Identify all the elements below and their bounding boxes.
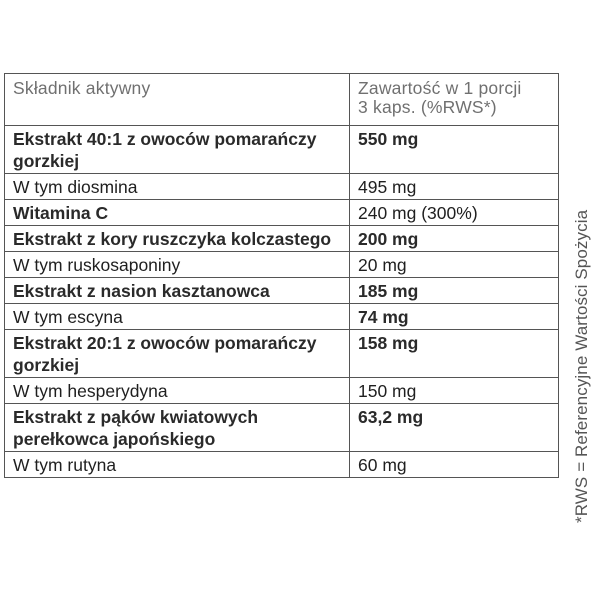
table-row: [5, 278, 559, 304]
ingredient-amount: 158 mg: [350, 330, 559, 378]
table-row: [5, 226, 559, 252]
ingredient-name: Witamina C: [5, 200, 350, 226]
ingredient-name: Ekstrakt z nasion kasztanowca: [5, 278, 350, 304]
table-row: [5, 452, 559, 478]
ingredient-amount: 185 mg: [350, 278, 559, 304]
ingredient-amount: 20 mg: [350, 252, 559, 278]
table-row: [5, 126, 559, 174]
table-row: [5, 200, 559, 226]
ingredient-amount: 495 mg: [350, 174, 559, 200]
ingredient-name: W tym diosmina: [5, 174, 350, 200]
rws-footnote: *RWS = Referencyjne Wartości Spożycia: [572, 209, 591, 523]
column-header-amount-line2: 3 kaps. (%RWS*): [358, 97, 497, 117]
column-header-amount: [350, 74, 559, 126]
ingredient-name: W tym escyna: [5, 304, 350, 330]
ingredient-name: Ekstrakt z kory ruszczyka kolczastego: [5, 226, 350, 252]
ingredient-name: W tym ruskosaponiny: [5, 252, 350, 278]
ingredient-name: Ekstrakt 40:1 z owoców pomarańczy gorzkiej: [5, 126, 350, 174]
table-row: [5, 404, 559, 452]
ingredient-amount: 63,2 mg: [350, 404, 559, 452]
ingredient-amount: 60 mg: [350, 452, 559, 478]
table-header-row: [5, 74, 559, 126]
column-header-ingredient: Składnik aktywny: [5, 74, 350, 126]
table-row: [5, 252, 559, 278]
ingredient-name: Ekstrakt 20:1 z owoców pomarańczy gorzkiej: [5, 330, 350, 378]
ingredient-amount: 550 mg: [350, 126, 559, 174]
column-header-amount-line1: Zawartość w 1 porcji: [358, 78, 522, 98]
supplement-facts-table: [4, 73, 559, 478]
ingredient-amount: 150 mg: [350, 378, 559, 404]
ingredient-name: W tym rutyna: [5, 452, 350, 478]
ingredient-name: Ekstrakt z pąków kwiatowych perełkowca japońskiego: [5, 404, 350, 452]
ingredient-name: W tym hesperydyna: [5, 378, 350, 404]
ingredient-amount: 200 mg: [350, 226, 559, 252]
table-row: [5, 174, 559, 200]
table-row: [5, 304, 559, 330]
ingredient-amount: 74 mg: [350, 304, 559, 330]
table-row: [5, 330, 559, 378]
table-row: [5, 378, 559, 404]
ingredient-amount: 240 mg (300%): [350, 200, 559, 226]
